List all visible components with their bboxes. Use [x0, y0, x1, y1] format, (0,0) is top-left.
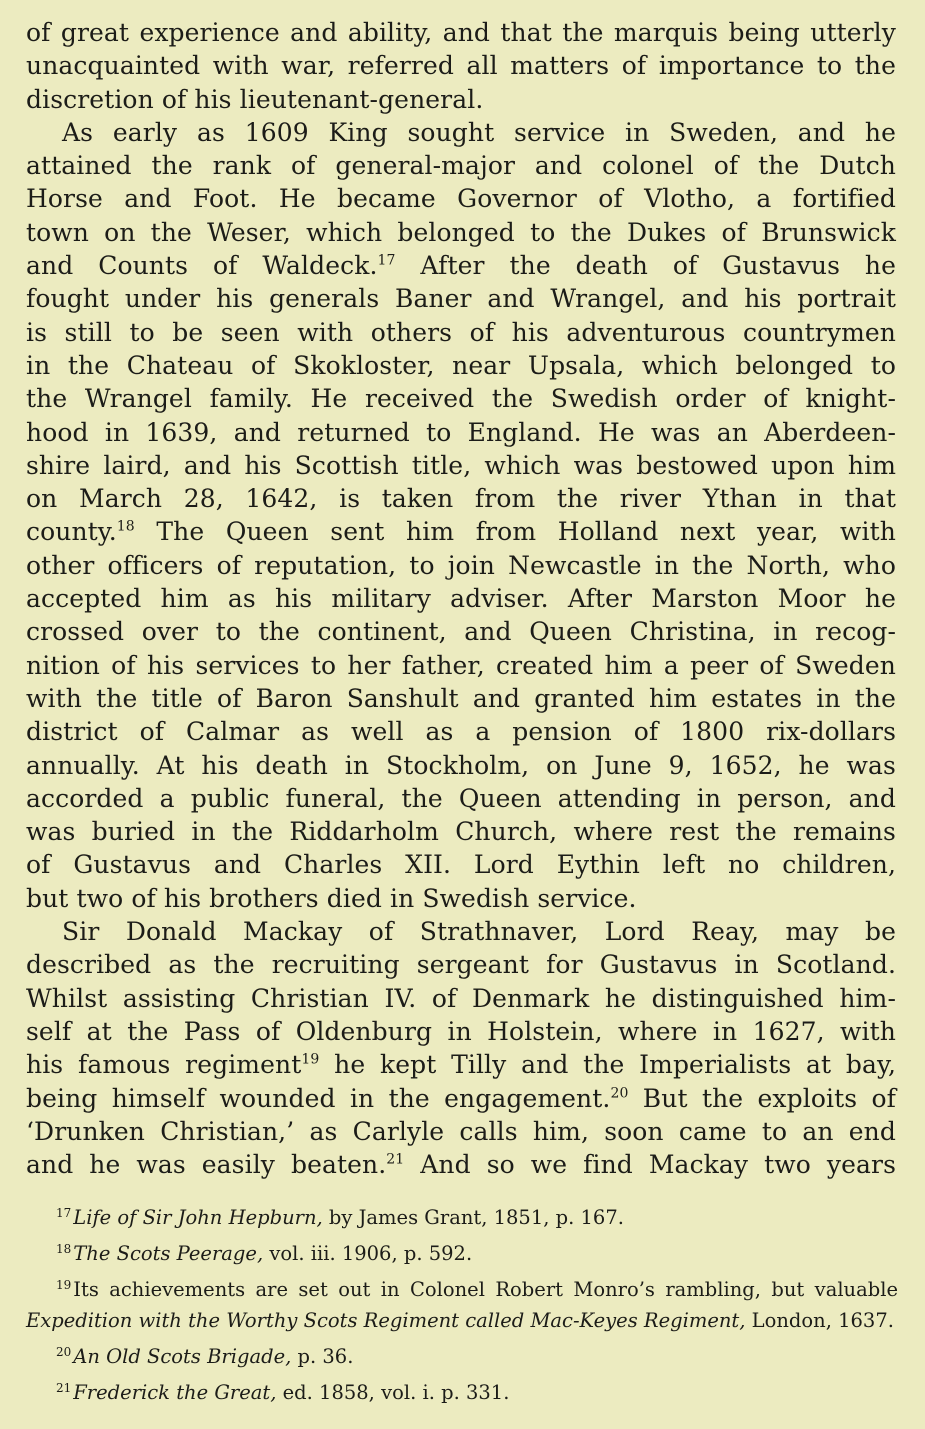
text-line: was buried in the Riddarholm Church, where rest the remains: [26, 817, 896, 847]
footnote-ref: 18: [116, 519, 135, 536]
text-line: and Counts of Waldeck.$^{17}$ After the death of Gustavus he: [26, 251, 896, 281]
footnote-ref: 21: [386, 1151, 405, 1168]
footnote-title: An Old Scots Brigade,: [73, 1345, 292, 1368]
text-line: crossed over to the continent, and Queen Christina, in recog-: [26, 617, 896, 647]
text-line: fought under his generals Baner and Wrangel, and his portrait: [26, 284, 896, 314]
text-line: other officers of reputation, to join Newcastle in the North, who: [26, 550, 896, 580]
text-line: is still to be seen with others of his adventurous countrymen: [26, 317, 896, 347]
footnotes: [26, 1202, 898, 1408]
footnote-title: Life of Sir John Hepburn,: [73, 1206, 323, 1229]
footnote-20: $^{20}$ An Old Scots Brigade, p. 36.: [56, 1344, 354, 1368]
footnote-21: $^{21}$ Frederick the Great, ed. 1858, vol. i. p. 331.: [56, 1380, 510, 1404]
text-line: self at the Pass of Oldenburg in Holstein, where in 1627, with: [26, 1016, 896, 1046]
text-line: of Gustavus and Charles XII. Lord Eythin left no children,: [26, 850, 896, 880]
text-line: As early as 1609 King sought service in Sweden, and he: [62, 117, 896, 147]
text-line: ‘Drunken Christian,’ as Carlyle calls him, soon came to an end: [26, 1116, 896, 1146]
footnote-ref: 17: [377, 252, 396, 269]
footnote-ref: 19: [301, 1051, 320, 1068]
text-line: and he was easily beaten.$^{21}$ And so we find Mackay two years: [26, 1150, 896, 1180]
text-line: unacquainted with war, referred all matters of importance to the: [26, 51, 896, 81]
footnote-title: Expedition with the Worthy Scots Regiment called Mac-Keyes Regiment,: [26, 1309, 746, 1332]
footnote-18: $^{18}$ The Scots Peerage, vol. iii. 1906, p. 592.: [56, 1241, 473, 1265]
text-line: accorded a public funeral, the Queen attending in person, and: [26, 783, 896, 813]
text-line: nition of his services to her father, created him a peer of Sweden: [26, 650, 896, 680]
footnote-19-cont: Expedition with the Worthy Scots Regiment called Mac-Keyes Regiment, London, 1637.: [26, 1309, 894, 1332]
text-line: accepted him as his military adviser. After Marston Moor he: [26, 584, 896, 614]
text-line: with the title of Baron Sanshult and granted him estates in the: [26, 683, 896, 713]
footnote-ref: 20: [610, 1085, 629, 1102]
text-line: being himself wounded in the engagement.$^{20}$ But the exploits of: [26, 1083, 896, 1113]
text-line: described as the recruiting sergeant for Gustavus in Scotland.: [26, 950, 896, 980]
text-line: on March 28, 1642, is taken from the river Ythan in that: [26, 484, 896, 514]
text-line: but two of his brothers died in Swedish service.: [26, 883, 637, 913]
footnote-title: The Scots Peerage,: [73, 1242, 264, 1265]
text-line: Whilst assisting Christian IV. of Denmark he distinguished him-: [26, 983, 896, 1013]
text-line: shire laird, and his Scottish title, which was bestowed upon him: [26, 450, 896, 480]
footnote-title: Frederick the Great,: [73, 1381, 277, 1404]
text-line: Sir Donald Mackay of Strathnaver, Lord Reay, may be: [62, 917, 896, 947]
text-line: district of Calmar as well as a pension of 1800 rix-dollars: [26, 717, 896, 747]
text-line: town on the Weser, which belonged to the Dukes of Brunswick: [26, 217, 896, 247]
text-line: of great experience and ability, and that the marquis being utterly: [26, 18, 896, 47]
footnote-19: $^{19}$ Its achievements are set out in Colonel Robert Monro’s rambling, but valuable: [56, 1277, 898, 1301]
text-line: in the Chateau of Skokloster, near Upsala, which belonged to: [26, 350, 896, 380]
body-text: [26, 16, 896, 1181]
text-line: discretion of his lieutenant-general.: [26, 84, 484, 114]
footnote-17: $^{17}$ Life of Sir John Hepburn, by James Grant, 1851, p. 167.: [56, 1205, 624, 1229]
text-line: annually. At his death in Stockholm, on June 9, 1652, he was: [26, 750, 896, 780]
text-line: Horse and Foot. He became Governor of Vlotho, a fortified: [26, 184, 896, 214]
text-line: his famous regiment$^{19}$ he kept Tilly and the Imperialists at bay,: [26, 1050, 896, 1080]
text-line: hood in 1639, and returned to England. He was an Aberdeen-: [26, 417, 896, 447]
text-line: the Wrangel family. He received the Swedish order of knight-: [26, 384, 896, 414]
text-line: attained the rank of general-major and colonel of the Dutch: [26, 151, 896, 181]
text-line: county.$^{18}$ The Queen sent him from Holland next year, with: [26, 517, 896, 547]
